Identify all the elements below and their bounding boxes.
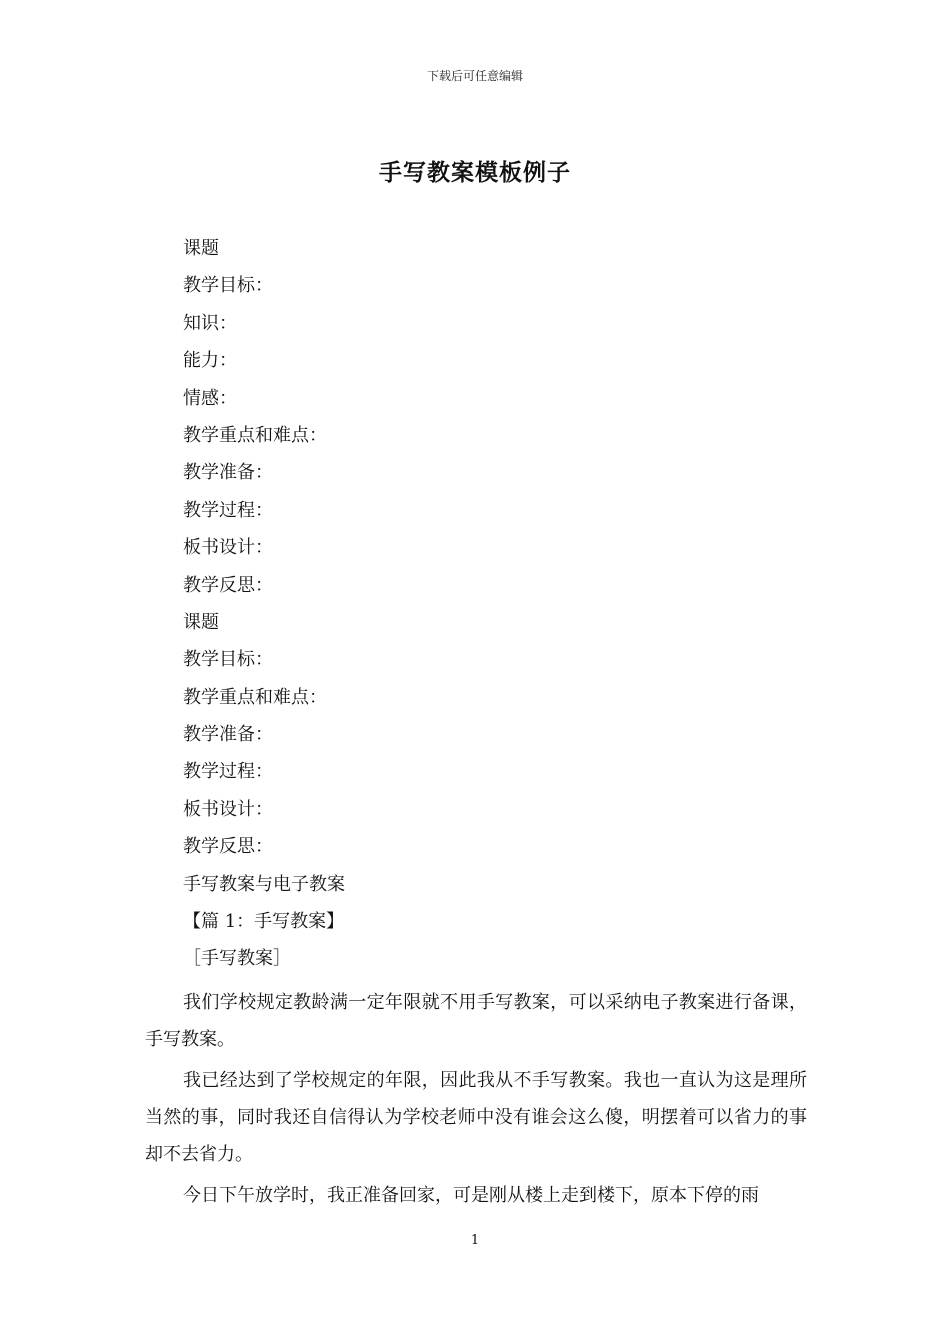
page-number: 1 [470, 1233, 480, 1248]
outline-line: 板书设计： [183, 798, 273, 820]
outline-line: 教学准备： [183, 462, 273, 484]
page-header: 下载后可任意编辑 [426, 69, 523, 83]
body-paragraph: 我们学校规定教龄满一定年限就不用手写教案，可以采纳电子教案进行备课，手写教案。 [145, 992, 807, 1050]
outline-line: 教学过程： [183, 499, 273, 521]
outline-line: 手写教案与电子教案 [183, 873, 345, 895]
body-paragraph: 我已经达到了学校规定的年限，因此我从不手写教案。我也一直认为这是理所当然的事，同时我还自信得认为学校老师中没有谁会这么傻，明摆着可以省力的事却不去省力。 [145, 1070, 807, 1165]
outline-line: 教学重点和难点： [183, 424, 327, 446]
outline-line: 教学过程： [183, 761, 273, 783]
outline-line: 教学准备： [183, 724, 273, 746]
outline-line: 能力： [183, 350, 237, 372]
outline-line: 教学反思： [183, 836, 273, 858]
outline-line: 教学反思： [183, 574, 273, 596]
outline-line: 教学重点和难点： [183, 686, 327, 708]
body-paragraph: 今日下午放学时，我正准备回家，可是刚从楼上走到楼下，原本下停的雨 [183, 1185, 759, 1206]
outline-line: ［手写教案］ [183, 948, 291, 970]
outline-line: 课题 [183, 238, 219, 259]
outline-line: 知识： [183, 312, 237, 334]
outline-list [183, 236, 345, 984]
outline-line: 课题 [183, 611, 219, 633]
outline-line: 教学目标： [183, 275, 273, 297]
body-text [145, 984, 807, 1218]
outline-line: 情感： [183, 387, 237, 409]
outline-line: 教学目标： [183, 649, 273, 671]
outline-line: 【篇 1：手写教案】 [183, 911, 345, 933]
outline-line: 板书设计： [183, 537, 273, 559]
document-title: 手写教案模板例子 [379, 159, 571, 186]
